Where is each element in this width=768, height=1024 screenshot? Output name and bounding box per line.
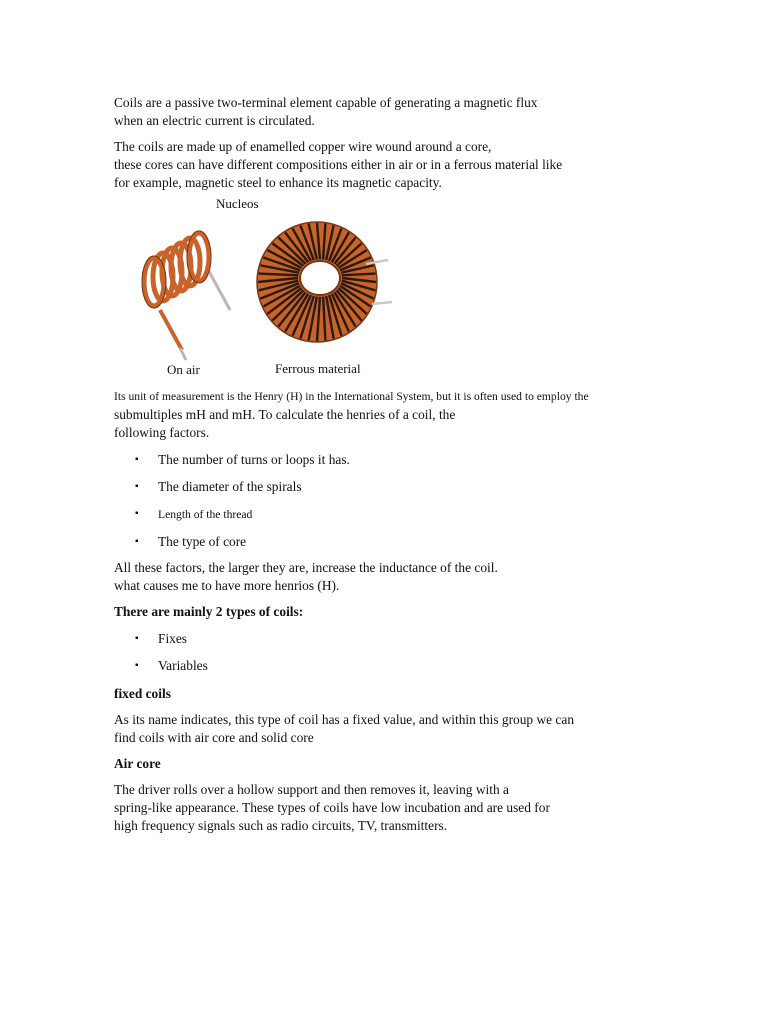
unit-line-2: submultiples mH and mH. To calculate the henries of a coil, the bbox=[114, 407, 456, 422]
type-text: Fixes bbox=[158, 631, 188, 646]
unit-line-1: Its unit of measurement is the Henry (H) in the International System, but it is often used to employ the bbox=[114, 390, 589, 403]
types-heading: There are mainly 2 types of coils: bbox=[114, 604, 304, 619]
intro-line-2: when an electric current is circulated. bbox=[114, 113, 315, 128]
factors-summary-line-1: All these factors, the larger they are, increase the inductance of the coil. bbox=[114, 560, 498, 575]
types-list bbox=[114, 630, 714, 675]
bullet-icon: ▪ bbox=[135, 633, 139, 644]
list-item bbox=[114, 451, 714, 469]
factors-list bbox=[114, 451, 714, 551]
composition-line-1: The coils are made up of enamelled copper wire wound around a core, bbox=[114, 139, 492, 154]
bullet-icon: ▪ bbox=[135, 481, 139, 492]
composition-line-2: these cores can have different compositions either in air or in a ferrous material like bbox=[114, 157, 563, 172]
factors-summary-line-2: what causes me to have more henrios (H). bbox=[114, 578, 340, 593]
document-body bbox=[114, 94, 714, 835]
bullet-icon: ▪ bbox=[135, 660, 139, 671]
air-core-line-2: spring-like appearance. These types of coils have low incubation and are used for bbox=[114, 800, 550, 815]
ferrous-material-label: Ferrous material bbox=[275, 361, 361, 376]
list-item bbox=[114, 630, 714, 648]
coil-figure bbox=[114, 196, 414, 382]
composition-line-3: for example, magnetic steel to enhance its magnetic capacity. bbox=[114, 175, 442, 190]
factor-text: The number of turns or loops it has. bbox=[158, 452, 350, 467]
unit-line-3: following factors. bbox=[114, 425, 210, 440]
fixed-coils-heading: fixed coils bbox=[114, 686, 171, 701]
list-item bbox=[114, 505, 714, 524]
coil-illustration bbox=[114, 200, 414, 382]
type-text: Variables bbox=[158, 658, 208, 673]
factor-text: Length of the thread bbox=[158, 508, 253, 521]
bullet-icon: ▪ bbox=[135, 508, 139, 519]
bullet-icon: ▪ bbox=[135, 454, 139, 465]
list-item bbox=[114, 657, 714, 675]
factor-text: The diameter of the spirals bbox=[158, 479, 302, 494]
intro-line-1: Coils are a passive two-terminal element capable of generating a magnetic flux bbox=[114, 95, 538, 110]
bullet-icon: ▪ bbox=[135, 536, 139, 547]
air-coil-image bbox=[142, 231, 230, 360]
ferrous-toroid-image bbox=[257, 222, 392, 342]
list-item bbox=[114, 533, 714, 551]
fixed-line-2: find coils with air core and solid core bbox=[114, 730, 314, 745]
air-core-line-3: high frequency signals such as radio circuits, TV, transmitters. bbox=[114, 818, 448, 833]
factor-text: The type of core bbox=[158, 534, 247, 549]
air-core-line-1: The driver rolls over a hollow support and then removes it, leaving with a bbox=[114, 782, 509, 797]
air-core-heading: Air core bbox=[114, 756, 161, 771]
list-item bbox=[114, 478, 714, 496]
on-air-label: On air bbox=[167, 362, 200, 377]
nucleos-label: Nucleos bbox=[216, 196, 259, 211]
fixed-line-1: As its name indicates, this type of coil has a fixed value, and within this group we can bbox=[114, 712, 575, 727]
